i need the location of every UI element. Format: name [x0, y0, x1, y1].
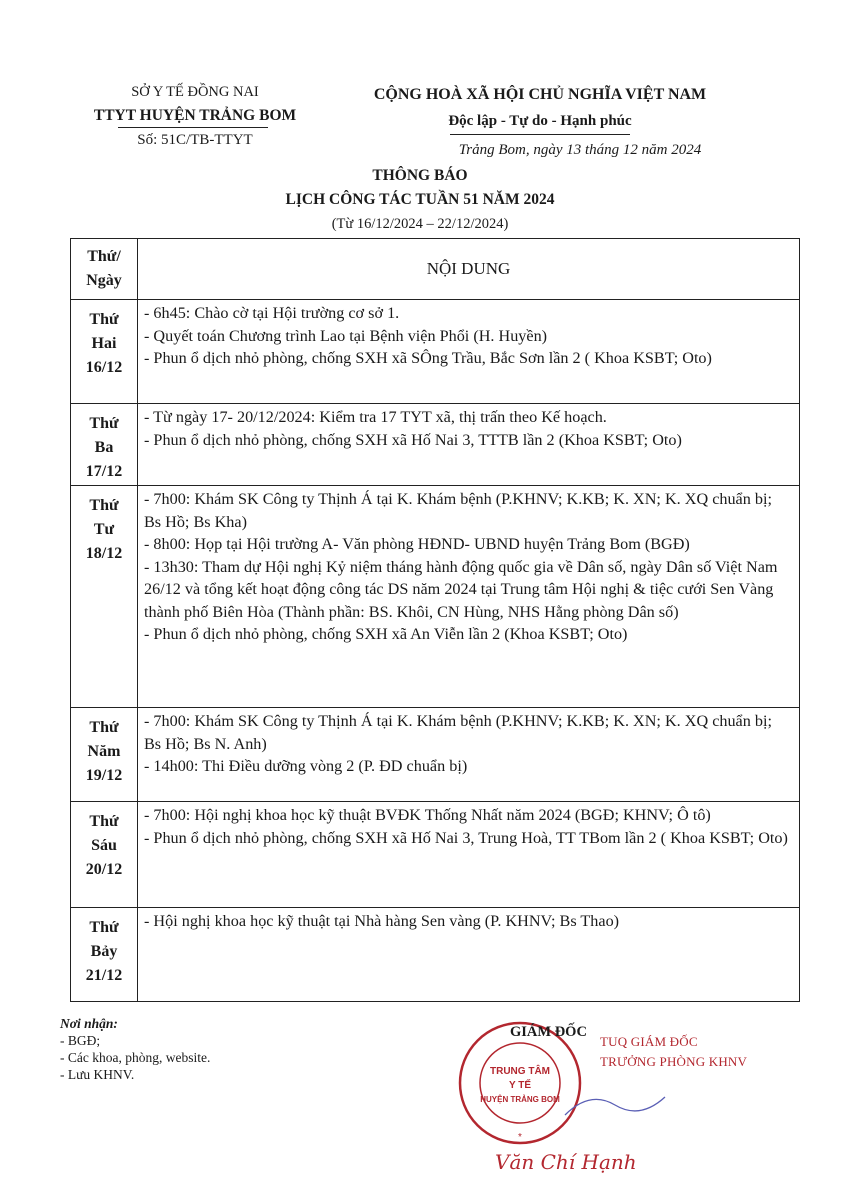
content-column-header: NỘI DUNG — [138, 239, 800, 300]
content-cell: - Hội nghị khoa học kỹ thuật tại Nhà hàng Sen vàng (P. KHNV; Bs Thao) — [138, 908, 800, 1002]
table-row — [71, 908, 800, 1002]
date-range: (Từ 16/12/2024 – 22/12/2024) — [331, 216, 509, 232]
issuer-block — [60, 80, 330, 152]
svg-text:TRUNG TÂM: TRUNG TÂM — [490, 1066, 550, 1077]
proxy-role: TRƯỞNG PHÒNG KHNV — [600, 1054, 748, 1069]
national-block — [330, 82, 750, 134]
proxy-block — [600, 1032, 747, 1072]
center-name: TTYT HUYỆN TRẢNG BOM — [93, 107, 297, 124]
nation-title: CỘNG HOÀ XÃ HỘI CHỦ NGHĨA VIỆT NAM — [373, 86, 707, 103]
signer-title: GIÁM ĐỐC — [510, 1024, 587, 1040]
doc-title: LỊCH CÔNG TÁC TUẦN 51 NĂM 2024 — [285, 191, 555, 208]
content-cell: - 7h00: Khám SK Công ty Thịnh Á tại K. Khám bệnh (P.KHNV; K.KB; K. XN; K. XQ chuẩn bị; Bs Hồ; Bs Kha) - 8h00: Họp tại Hội trường A- Văn phòng HĐND- UBND huyện Trảng Bom (BGĐ) - 13h30: Tham dự Hội nghị Kỷ niệm tháng hành động quốc gia về Dân số, ngày Dân số Việt Nam 26/12 và tổng kết hoạt động công tác DS năm 2024 tại Trung tâm Hội nghị & tiệc cưới Sen Vàng thành phố Biên Hòa (Thành phần: BS. Khôi, CN Hùng, NHS Hằng phòng Dân số) - Phun ổ dịch nhỏ phòng, chống SXH xã An Viễn lần 2 (Khoa KSBT; Oto) — [138, 486, 800, 708]
svg-text:Y TẾ: Y TẾ — [508, 1080, 532, 1091]
recipients-block — [60, 1015, 210, 1083]
motto: Độc lập - Tự do - Hạnh phúc — [448, 113, 632, 129]
content-cell: - 6h45: Chào cờ tại Hội trường cơ sở 1. - Quyết toán Chương trình Lao tại Bệnh viện Phổi (H. Huyền) - Phun ổ dịch nhỏ phòng, chống SXH xã SÔng Trầu, Bắc Sơn lần 2 ( Khoa KSBT; Oto) — [138, 300, 800, 404]
content-cell: - Từ ngày 17- 20/12/2024: Kiểm tra 17 TYT xã, thị trấn theo Kế hoạch. - Phun ổ dịch nhỏ phòng, chống SXH xã Hố Nai 3, TTTB lần 2 (Khoa KSBT; Oto) — [138, 404, 800, 486]
day-cell: Thứ Bảy 21/12 — [71, 908, 138, 1002]
table-row — [71, 708, 800, 802]
table-row — [71, 802, 800, 908]
signer-name: Văn Chí Hạnh — [495, 1150, 637, 1174]
motto-underline — [450, 134, 630, 135]
day-cell: Thứ Sáu 20/12 — [71, 802, 138, 908]
doc-type: THÔNG BÁO — [372, 167, 468, 184]
day-cell: Thứ Hai 16/12 — [71, 300, 138, 404]
content-cell: - 7h00: Hội nghị khoa học kỹ thuật BVĐK Thống Nhất năm 2024 (BGĐ; KHNV; Ô tô) - Phun ổ dịch nhỏ phòng, chống SXH xã Hố Nai 3, Trung Hoà, TT TBom lần 2 ( Khoa KSBT; Oto) — [138, 802, 800, 908]
recipient-item: - Lưu KHNV. — [60, 1067, 135, 1082]
svg-text:HUYỆN TRẢNG BOM: HUYỆN TRẢNG BOM — [480, 1095, 560, 1104]
content-cell: - 7h00: Khám SK Công ty Thịnh Á tại K. Khám bệnh (P.KHNV; K.KB; K. XN; K. XQ chuẩn bị; Bs Hồ; Bs N. Anh) - 14h00: Thi Điều dưỡng vòng 2 (P. ĐD chuẩn bị) — [138, 708, 800, 802]
issue-date: Trảng Bom, ngày 13 tháng 12 năm 2024 — [458, 142, 702, 158]
document-number: Số: 51C/TB-TTYT — [137, 132, 253, 148]
day-cell: Thứ Năm 19/12 — [71, 708, 138, 802]
day-cell: Thứ Tư 18/12 — [71, 486, 138, 708]
table-header-row — [71, 239, 800, 300]
recipient-item: - BGĐ; — [60, 1033, 101, 1048]
department-name: SỞ Y TẾ ĐỒNG NAI — [131, 84, 259, 100]
table-row — [71, 404, 800, 486]
day-column-header: Thứ/ Ngày — [71, 239, 138, 300]
table-row — [71, 300, 800, 404]
recipient-item: - Các khoa, phòng, website. — [60, 1050, 211, 1065]
schedule-table — [70, 238, 800, 1002]
table-row — [71, 486, 800, 708]
center-underline — [118, 127, 268, 128]
recipients-heading: Nơi nhận: — [60, 1016, 118, 1031]
proxy-title: TUQ GIÁM ĐỐC — [600, 1034, 698, 1049]
svg-text:*: * — [518, 1132, 522, 1143]
signature-stroke-icon — [560, 1085, 670, 1125]
title-block — [170, 164, 670, 236]
day-cell: Thứ Ba 17/12 — [71, 404, 138, 486]
